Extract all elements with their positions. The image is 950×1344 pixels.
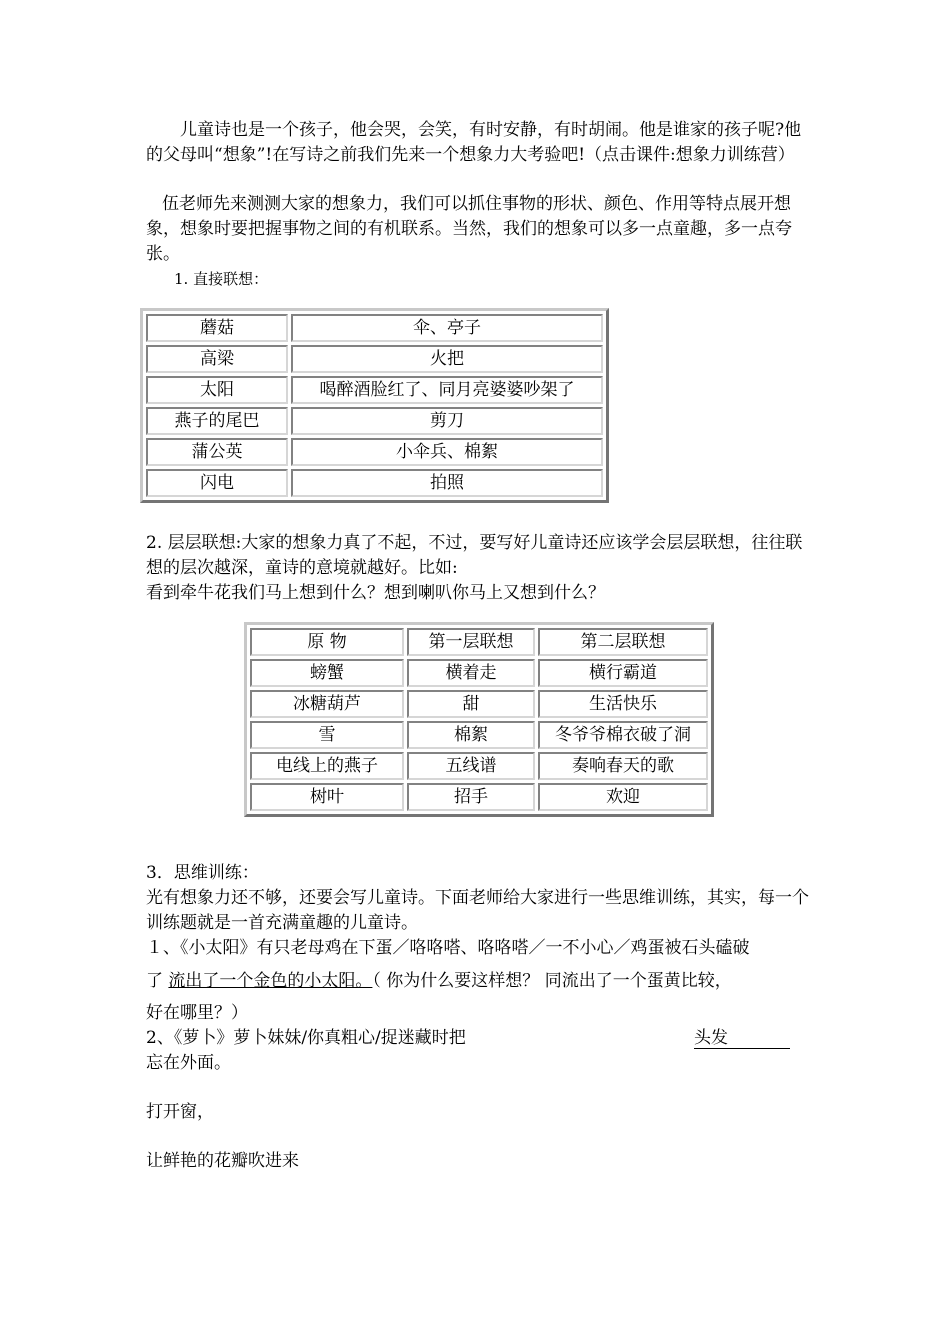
first-association-cell: 五线谱 [407, 752, 535, 780]
column-header: 第一层联想 [407, 628, 535, 656]
second-association-cell: 欢迎 [538, 783, 708, 811]
object-cell: 太阳 [146, 376, 288, 404]
second-association-cell: 冬爷爷棉衣破了洞 [538, 721, 708, 749]
section2-paragraph-1: 2. 层层联想:大家的想象力真了不起，不过，要写好儿童诗还应该学会层层联想，往往联想的层次越深，童诗的意境就越好。比如: [146, 533, 803, 578]
association-cell: 拍照 [291, 469, 603, 497]
second-association-cell: 横行霸道 [538, 659, 708, 687]
table-row [250, 659, 708, 687]
column-header: 第二层联想 [538, 628, 708, 656]
object-cell: 蒲公英 [146, 438, 288, 466]
table-row [146, 314, 603, 342]
section3-paragraph: 光有想象力还不够，还要会写儿童诗。下面老师给大家进行一些思维训练，其实，每一个训练题就是一首充满童趣的儿童诗。 [146, 888, 809, 933]
intro-paragraph-2: 伍老师先来测测大家的想象力，我们可以抓住事物的形状、颜色、作用等特点展开想象，想象时要把握事物之间的有机联系。当然，我们的想象可以多一点童趣，多一点夸张。 [146, 194, 792, 264]
poem-line-petals: 让鲜艳的花瓣吹进来 [146, 1151, 299, 1171]
table-row [146, 376, 603, 404]
table-row [250, 783, 708, 811]
intro-paragraph-1: 儿童诗也是一个孩子，他会哭，会笑，有时安静，有时胡闹。他是谁家的孩子呢?他的父母叫“想象”!在写诗之前我们先来一个想象力大考验吧!（点击课件:想象力训练营） [146, 120, 802, 165]
table-row [250, 752, 708, 780]
object-cell: 高梁 [146, 345, 288, 373]
first-association-cell: 棉絮 [407, 721, 535, 749]
association-cell: 火把 [291, 345, 603, 373]
table-row [250, 690, 708, 718]
layered-association-table [244, 622, 714, 817]
exercise2-fill-blank: 头发 [694, 1028, 790, 1049]
exercise1-prefix: 了 [146, 971, 169, 991]
first-association-cell: 甜 [407, 690, 535, 718]
section1-label: 1. 直接联想： [174, 270, 269, 288]
object-cell: 燕子的尾巴 [146, 407, 288, 435]
table-row [250, 721, 708, 749]
table-row [146, 469, 603, 497]
section3-title: 3．思维训练： [146, 863, 259, 883]
object-cell: 闪电 [146, 469, 288, 497]
second-association-cell: 生活快乐 [538, 690, 708, 718]
direct-association-table [140, 308, 609, 503]
object-cell: 电线上的燕子 [250, 752, 404, 780]
association-cell: 剪刀 [291, 407, 603, 435]
exercise2-text: 2、《萝卜》萝卜妹妹/你真粗心/捉迷藏时把 [146, 1028, 466, 1048]
exercise1-question: （ 你为什么要这样想？ 同流出了一个蛋黄比较， [372, 971, 732, 991]
table-row [146, 438, 603, 466]
object-cell: 冰糖葫芦 [250, 690, 404, 718]
object-cell: 蘑菇 [146, 314, 288, 342]
object-cell: 螃蟹 [250, 659, 404, 687]
column-header: 原 物 [250, 628, 404, 656]
poem-line-window: 打开窗， [146, 1102, 214, 1122]
association-cell: 小伞兵、棉絮 [291, 438, 603, 466]
document-page [146, 118, 816, 1174]
exercise2-line-1 [146, 1026, 816, 1051]
object-cell: 雪 [250, 721, 404, 749]
first-association-cell: 招手 [407, 783, 535, 811]
table-row [146, 345, 603, 373]
exercise1-line-3: 好在哪里？） [146, 1003, 248, 1023]
table-row [146, 407, 603, 435]
second-association-cell: 奏响春天的歌 [538, 752, 708, 780]
association-cell: 喝醉酒脸红了、同月亮婆婆吵架了 [291, 376, 603, 404]
section2-paragraph-2: 看到牵牛花我们马上想到什么？想到喇叭你马上又想到什么？ [146, 583, 605, 603]
association-cell: 伞、亭子 [291, 314, 603, 342]
exercise1-line-2 [146, 961, 816, 1001]
exercise2-line-2: 忘在外面。 [146, 1053, 231, 1073]
exercise1-underlined-answer: 流出了一个金色的小太阳。 [168, 971, 373, 991]
exercise1-line-1: １、《小太阳》有只老母鸡在下蛋／咯咯嗒、咯咯嗒／一不小心／鸡蛋被石头磕破 [146, 938, 750, 958]
table-header-row [250, 628, 708, 656]
object-cell: 树叶 [250, 783, 404, 811]
first-association-cell: 横着走 [407, 659, 535, 687]
